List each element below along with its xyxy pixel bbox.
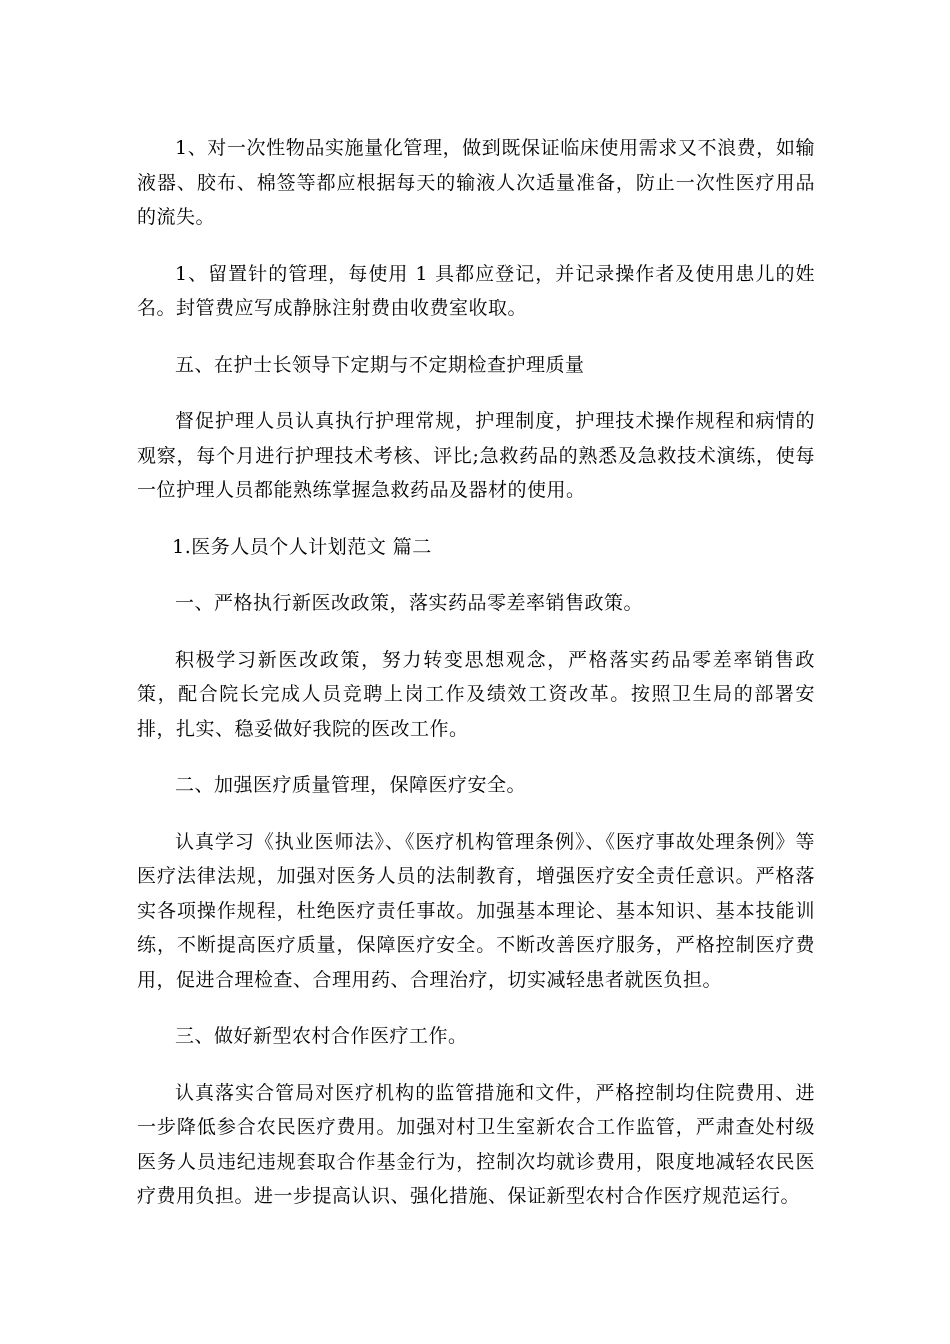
section-heading-3: 三、做好新型农村合作医疗工作。 (175, 1025, 468, 1047)
paragraph-reform-policy: 积极学习新医改政策，努力转变思想观念，严格落实药品零差率销售政策，配合院长完成人员竞聘上岗工作及绩效工资改革。按照卫生局的部署安排，扎实、稳妥做好我院的医改工作。 (137, 648, 815, 740)
section-heading-2: 二、加强医疗质量管理，保障医疗安全。 (175, 774, 527, 796)
section-heading-1: 一、严格执行新医改政策，落实药品零差率销售政策。 (175, 592, 644, 614)
article-subtitle: 1.医务人员个人计划范文 篇二 (172, 535, 432, 558)
paragraph-nursing-supervision: 督促护理人员认真执行护理常规，护理制度，护理技术操作规程和病情的观察，每个月进行护理技术考核、评比;急救药品的熟悉及急救技术演练，使每一位护理人员都能熟练掌握急救药品及器材的使用。 (137, 410, 815, 501)
paragraph-quality-management: 认真学习《执业医师法》、《医疗机构管理条例》、《医疗事故处理条例》等医疗法律法规，加强对医务人员的法制教育，增强医疗安全责任意识。严格落实各项操作规程，杜绝医疗责任事故。加强基本理论、基本知识、基本技能训练，不断提高医疗质量，保障医疗安全。不断改善医疗服务，严格控制医疗费用，促进合理检查、合理用药、合理治疗，切实减轻患者就医负担。 (137, 830, 815, 991)
section-heading-5: 五、在护士长领导下定期与不定期检查护理质量 (175, 353, 585, 376)
paragraph-indwelling-needle: 1、留置针的管理，每使用 1 具都应登记，并记录操作者及使用患儿的姓名。封管费应写成静脉注射费由收费室收取。 (137, 262, 815, 319)
paragraph-disposables: 1、对一次性物品实施量化管理，做到既保证临床使用需求又不浪费，如输液器、胶布、棉签等都应根据每天的输液人次适量准备，防止一次性医疗用品的流失。 (137, 137, 815, 228)
paragraph-rural-cooperative: 认真落实合管局对医疗机构的监管措施和文件，严格控制均住院费用、进一步降低参合农民医疗费用。加强对村卫生室新农合工作监管，严肃查处村级医务人员违纪违规套取合作基金行为，控制次均就诊费用，限度地减轻农民医疗费用负担。进一步提高认识、强化措施、保证新型农村合作医疗规范运行。 (137, 1081, 815, 1207)
